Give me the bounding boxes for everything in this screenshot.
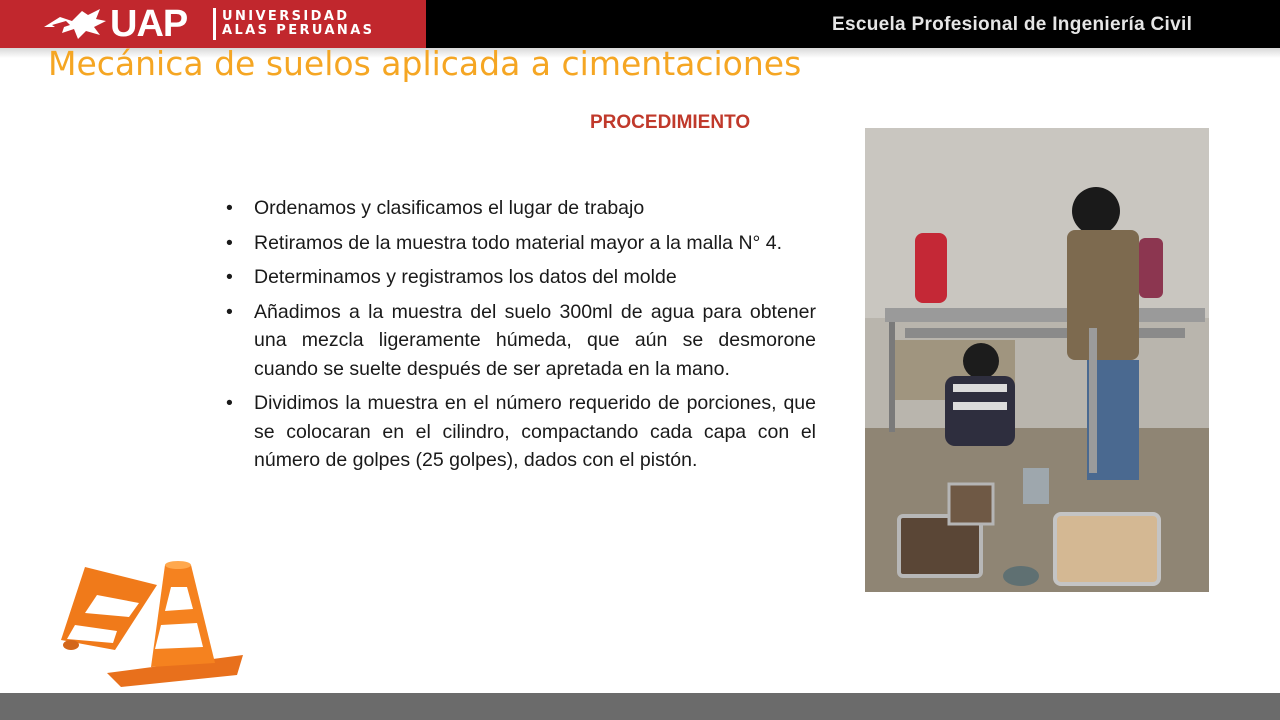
procedure-list — [226, 194, 816, 481]
header-bar — [0, 0, 1280, 48]
list-item: • Añadimos a la muestra del suelo 300ml de agua para obtener una mezcla ligeramente húmeda, que aún se desmorone cuando se suelte después de ser apretada en la mano. — [226, 298, 816, 384]
traffic-cones-illustration — [55, 555, 255, 690]
list-item: • Retiramos de la muestra todo material mayor a la malla N° 4. — [226, 229, 816, 258]
list-item: • Determinamos y registramos los datos del molde — [226, 263, 816, 292]
footer-bar — [0, 693, 1280, 720]
logo-divider — [213, 8, 216, 40]
logo-line-2: ALAS PERUANAS — [222, 23, 375, 38]
logo-line-1: UNIVERSIDAD — [222, 9, 350, 24]
school-name: Escuela Profesional de Ingeniería Civil — [832, 14, 1193, 35]
list-item: • Ordenamos y clasificamos el lugar de trabajo — [226, 194, 816, 223]
lab-photo — [865, 128, 1209, 592]
condor-logo-icon — [42, 7, 108, 41]
slide-title: Mecánica de suelos aplicada a cimentaciones — [48, 44, 802, 83]
list-item: • Dividimos la muestra en el número requerido de porciones, que se colocaran en el cilindro, compactando cada capa con el número de golpes (25 golpes), dados con el pistón. — [226, 389, 816, 475]
section-heading: PROCEDIMIENTO — [590, 112, 751, 133]
university-logo[interactable] — [0, 0, 426, 48]
logo-acronym: UAP — [110, 3, 188, 45]
logo-wordmark — [222, 10, 374, 38]
lab-photo-illustration — [865, 128, 1209, 592]
